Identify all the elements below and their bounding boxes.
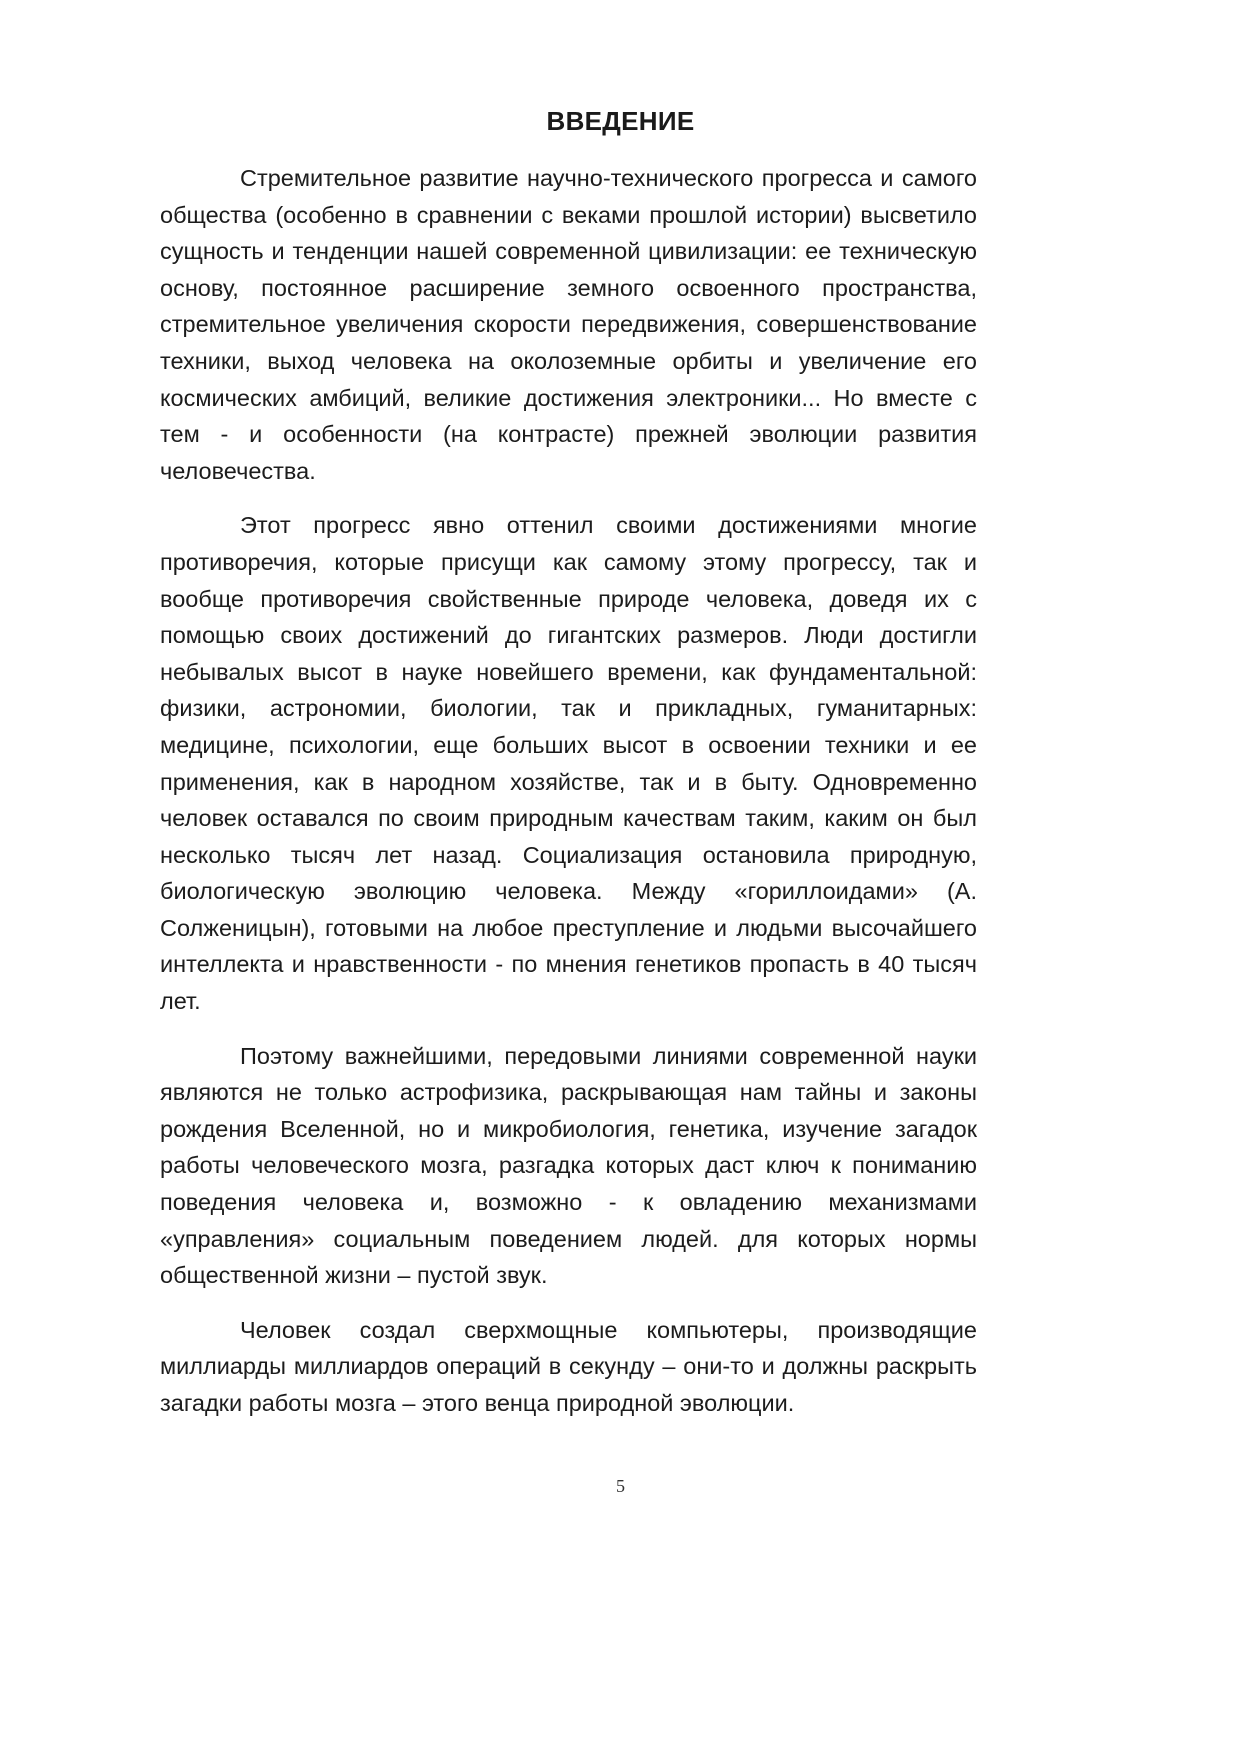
paragraph-3: Поэтому важнейшими, передовыми линиями современной науки являются не только астрофизика, раскрывающая нам тайны и законы рождения Вселенной, но и микробиология, генетика, изучение загадок работы человеческого мозга, разгадка которых даст ключ к пониманию поведения человека и, возможно - к овладению механизмами «управления» социальным поведением людей. для которых нормы общественной жизни – пустой звук. bbox=[160, 1042, 977, 1289]
paragraph-1: Стремительное развитие научно-технического прогресса и самого общества (особенно в сравнении с веками прошлой истории) высветило сущность и тенденции нашей современной цивилизации: ее техническую основу, постоянное расширение земного освоенного пространства, стремительное увеличения скорости передвижения, совершенствование техники, выход человека на околоземные орбиты и увеличение его космических амбиций, великие достижения электроники... Но вместе с тем - и особенности (на контрасте) прежней эволюции развития человечества. bbox=[160, 165, 977, 484]
page-number: 5 bbox=[616, 1476, 625, 1496]
section-title: ВВЕДЕНИЕ bbox=[546, 106, 695, 136]
paragraph-2: Этот прогресс явно оттенил своими достижениями многие противоречия, которые присущи как самому этому прогрессу, так и вообще противоречия свойственные природе человека, доведя их с помощью своих достижений до гигантских размеров. Люди достигли небывалых высот в науке новейшего времени, как фундаментальной: физики, астрономии, биологии, так и прикладных, гуманитарных: медицине, психологии, еще больших высот в освоении техники и ее применения, как в народном хозяйстве, так и в быту. Одновременно человек оставался по своим природным качествам таким, каким он был несколько тысяч лет назад. Социализация остановила природную, биологическую эволюцию человека. Между «гориллоидами» (А. Солженицын), готовыми на любое преступление и людьми высочайшего интеллекта и нравственности - по мнения генетиков пропасть в 40 тысяч лет. bbox=[160, 512, 977, 1015]
body-text bbox=[160, 160, 977, 1440]
paragraph-4: Человек создал сверхмощные компьютеры, производящие миллиарды миллиардов операций в секунду – они-то и должны раскрыть загадки работы мозга – этого венца природной эволюции. bbox=[160, 1316, 977, 1416]
